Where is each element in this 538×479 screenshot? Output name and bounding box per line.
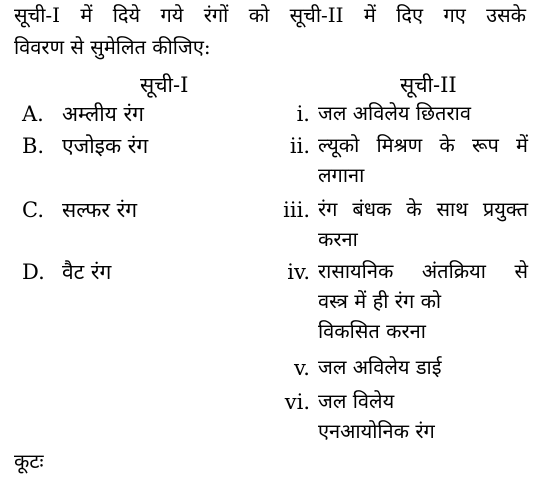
list2-heading: सूची-II: [400, 73, 457, 97]
question-line-1: सूची-I में दिये गये रंगों को सूची-II में दिए गए उसके: [14, 3, 526, 27]
list1-heading: सूची-I: [140, 73, 189, 97]
list2-item-iii-label: iii.: [283, 198, 310, 222]
question-line-2: विवरण से सुमेलित कीजिए:: [14, 35, 211, 59]
list2-item-ii-line2: लगाना: [318, 163, 365, 187]
list1-item-a-label: A.: [22, 102, 44, 126]
list2-item-vi-line2: एनआयोनिक रंग: [318, 419, 435, 443]
list1-item-d-text: वैट रंग: [62, 260, 112, 284]
list2-item-i-text: [318, 98, 528, 128]
list2-item-vi-line1: जल विलेय: [318, 389, 395, 413]
list1-item-c-text: सल्फर रंग: [62, 198, 138, 222]
list2-item-ii-text: [318, 130, 528, 190]
list1-item-d-label: D.: [22, 260, 45, 284]
list2-item-iv-line1: रासायनिक अंतक्रिया से: [318, 259, 528, 283]
list1-item-c-label: C.: [22, 198, 44, 222]
list2-item-iii-text: [318, 194, 528, 254]
list2-item-i-label: i.: [296, 102, 310, 126]
list1-item-b-label: B.: [22, 134, 45, 158]
list2-item-v-line1: जल अविलेय डाई: [318, 355, 442, 379]
list2-item-v-text: [318, 352, 528, 382]
code-label: कूटः: [14, 449, 44, 473]
list2-item-vi-text: [318, 386, 528, 446]
list2-item-iii-line2: करना: [318, 227, 358, 251]
list2-item-v-label: v.: [293, 356, 310, 380]
list2-item-iii-line1: रंग बंधक के साथ प्रयुक्त: [318, 197, 528, 221]
list2-item-iv-line2: वस्त्र में ही रंग को: [318, 289, 442, 313]
list2-item-i-line1: जल अविलेय छितराव: [318, 101, 471, 125]
list1-item-b-text: एजोइक रंग: [62, 134, 149, 158]
list2-item-ii-line1: ल्यूको मिश्रण के रूप में: [318, 133, 528, 157]
list2-item-vi-label: vi.: [284, 390, 310, 414]
list2-item-iv-line3: विकसित करना: [318, 319, 426, 343]
list2-item-iv-label: iv.: [287, 260, 310, 284]
list1-item-a-text: अम्लीय रंग: [62, 102, 144, 126]
list2-item-ii-label: ii.: [289, 134, 310, 158]
list2-item-iv-text: [318, 256, 528, 346]
